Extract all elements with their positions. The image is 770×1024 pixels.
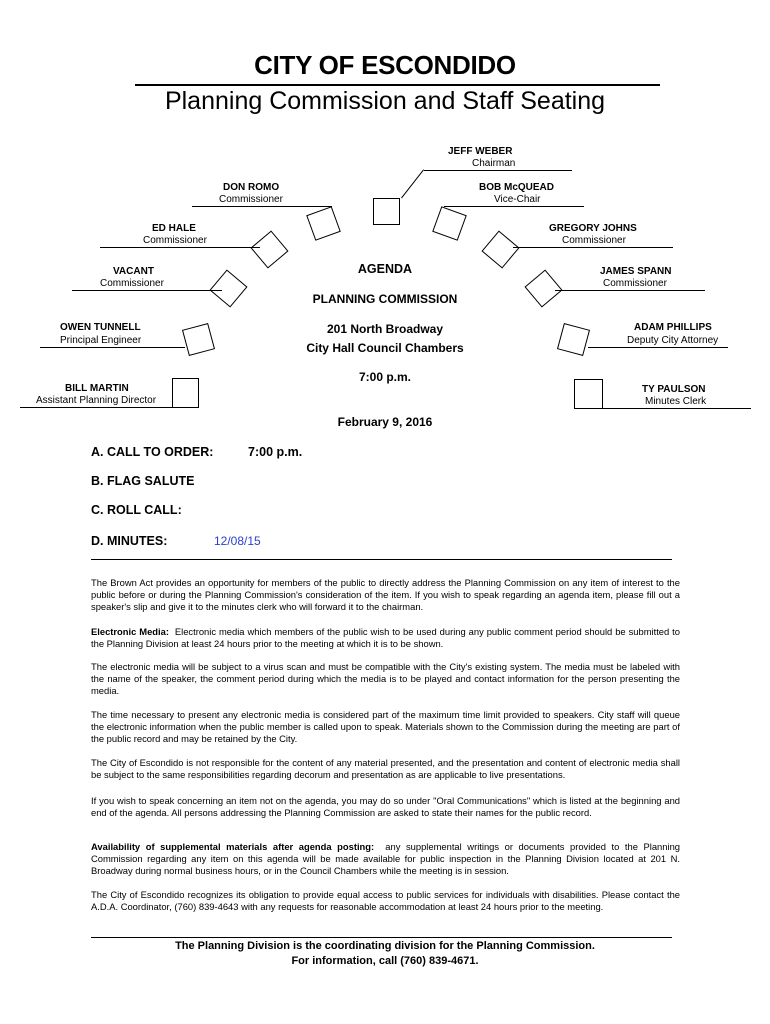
notice-ada: The City of Escondido recognizes its obligation to provide equal access to public services for individuals with disabilities. Please contact the A.D.A. Coordinator, (760) 839-4643 with any requests for reasonable accommodation at least 24 hours prior to the meeting. bbox=[91, 889, 680, 912]
seat-owen-tunnell-name: OWEN TUNNELL bbox=[60, 322, 141, 333]
notice-oral-communications: If you wish to speak concerning an item not on the agenda, you may do so under "Oral Communications" which is listed at the beginning and end of the agenda. All persons addressing the Planning Commission are asked to state their names for the public record. bbox=[91, 795, 680, 818]
seat-gregory-johns-name: GREGORY JOHNS bbox=[549, 223, 637, 234]
agenda-date: February 9, 2016 bbox=[337, 415, 433, 429]
notice-time-limit: The time necessary to present any electronic media is considered part of the maximum time limit provided to speakers. City staff will queue the electronic information when the public member is called upon to speak. Materials shown to the Commission during the meeting are part of the public record and may be retained by the City. bbox=[91, 709, 680, 744]
seat-bob-mcquead-role: Vice-Chair bbox=[494, 194, 541, 205]
footer-line-2: For information, call (760) 839-4671. bbox=[291, 955, 479, 967]
seat-don-romo-role: Commissioner bbox=[219, 194, 283, 205]
seat-bob-mcquead-chair bbox=[432, 206, 467, 241]
footer-line-1: The Planning Division is the coordinating division for the Planning Commission. bbox=[175, 940, 595, 952]
seat-don-romo-name: DON ROMO bbox=[223, 182, 280, 193]
notice-virus-scan: The electronic media will be subject to a virus scan and must be compatible with the City's existing system. The media must be labeled with the name of the speaker, the comment period during which the media is to be played and contact information for the person presenting the media. bbox=[91, 661, 680, 696]
seat-james-spann-role: Commissioner bbox=[603, 278, 667, 289]
notice-electronic-media-text: Electronic media which members of the public wish to be used during any public comment period should be submitted to the Planning Division at least 24 hours prior to the meeting at which it is to be shown. bbox=[91, 626, 680, 649]
notice-electronic-media-label: Electronic Media: bbox=[91, 626, 169, 637]
notice-responsibility: The City of Escondido is not responsible for the content of any material presented, and the presentation and content of electronic media shall be subject to the same responsibilities regarding decorum and presentation as are applicable to live presentations. bbox=[91, 757, 680, 780]
seat-don-romo-chair bbox=[306, 206, 341, 241]
agenda-location: City Hall Council Chambers bbox=[306, 341, 464, 355]
seat-bob-mcquead-line bbox=[444, 206, 584, 207]
agenda-body: PLANNING COMMISSION bbox=[312, 292, 458, 306]
seat-chairman-role: Chairman bbox=[472, 158, 516, 169]
item-minutes: D. MINUTES: bbox=[91, 534, 168, 548]
notice-supplemental bbox=[91, 841, 680, 877]
seat-vacant-line bbox=[72, 290, 222, 291]
notice-supplemental-text: any supplemental writings or documents provided to the Planning Commission regarding any item on this agenda will be made available for public inspection in the Planning Division located at 201 N. Broadway during normal business hours, or in the Council Chambers while the meeting is in session. bbox=[91, 841, 680, 876]
agenda-address: 201 North Broadway bbox=[326, 322, 444, 336]
seat-gregory-johns-role: Commissioner bbox=[562, 235, 626, 246]
section-divider-bottom bbox=[91, 937, 672, 938]
seat-ty-paulson-role: Minutes Clerk bbox=[645, 396, 707, 407]
seat-bill-martin-name: BILL MARTIN bbox=[65, 383, 129, 394]
seat-james-spann-line bbox=[555, 290, 705, 291]
seat-owen-tunnell-role: Principal Engineer bbox=[60, 335, 142, 346]
seat-vacant-role: Commissioner bbox=[100, 278, 164, 289]
page-title: CITY OF ESCONDIDO bbox=[254, 50, 516, 80]
agenda-time: 7:00 p.m. bbox=[358, 370, 412, 384]
seat-james-spann-name: JAMES SPANN bbox=[600, 266, 672, 277]
item-minutes-link[interactable]: 12/08/15 bbox=[214, 534, 261, 548]
seat-bill-martin-role: Assistant Planning Director bbox=[36, 395, 157, 406]
seat-adam-phillips-role: Deputy City Attorney bbox=[627, 335, 719, 346]
item-call-to-order-time: 7:00 p.m. bbox=[248, 445, 303, 459]
section-divider-top bbox=[91, 559, 672, 560]
notice-supplemental-label: Availability of supplemental materials after agenda posting: bbox=[91, 841, 375, 852]
seat-chairman-name: JEFF WEBER bbox=[448, 146, 513, 157]
notice-electronic-media bbox=[91, 626, 680, 650]
seat-ty-paulson-line bbox=[603, 408, 751, 409]
seat-ed-hale-line bbox=[100, 247, 260, 248]
seat-bill-martin-line bbox=[20, 407, 172, 408]
agenda-heading: AGENDA bbox=[357, 262, 413, 276]
page-subtitle: Planning Commission and Staff Seating bbox=[164, 87, 606, 115]
notice-brown-act: The Brown Act provides an opportunity for members of the public to directly address the Planning Commission on any item of interest to the public before or during the Planning Commission's consideration of the item. If you wish to speak regarding an agenda item, please fill out a speaker's slip and give it to the minutes clerk who will forward it to the chairman. bbox=[91, 577, 680, 612]
seat-vacant-name: VACANT bbox=[113, 266, 154, 277]
seat-chairman-chair bbox=[373, 198, 400, 225]
item-roll-call: C. ROLL CALL: bbox=[91, 503, 182, 517]
seat-adam-phillips-name: ADAM PHILLIPS bbox=[634, 322, 712, 333]
seat-chairman-line bbox=[424, 170, 572, 171]
seat-ty-paulson-name: TY PAULSON bbox=[642, 384, 706, 395]
seat-ed-hale-role: Commissioner bbox=[143, 235, 207, 246]
seat-don-romo-line bbox=[192, 206, 332, 207]
item-flag-salute: B. FLAG SALUTE bbox=[91, 474, 195, 488]
seat-gregory-johns-line bbox=[513, 247, 673, 248]
title-rule bbox=[135, 84, 660, 86]
seat-bob-mcquead-name: BOB McQUEAD bbox=[479, 182, 555, 193]
seat-chairman-connector bbox=[401, 169, 424, 198]
seat-ed-hale-name: ED HALE bbox=[152, 223, 196, 234]
item-call-to-order: A. CALL TO ORDER: bbox=[91, 445, 214, 459]
